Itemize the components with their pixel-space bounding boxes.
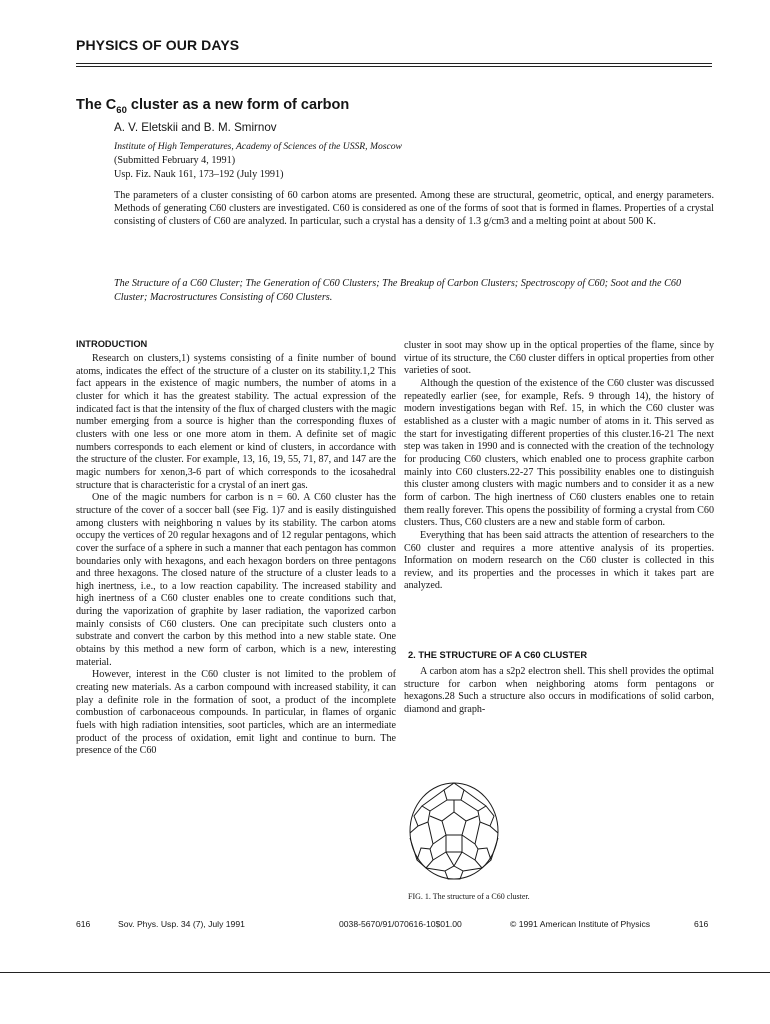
body-column-right-lower bbox=[404, 666, 714, 717]
body-column-left bbox=[76, 353, 396, 758]
section-label: PHYSICS OF OUR DAYS bbox=[76, 37, 240, 53]
page-number-right: 616 bbox=[694, 919, 709, 929]
header-rule-thin bbox=[76, 66, 712, 67]
intro-heading: INTRODUCTION bbox=[76, 339, 148, 349]
paragraph: cluster in soot may show up in the optical properties of the flame, since by virtue of its structure, the C60 cluster differs in optical properties from other varieties of soot. bbox=[404, 340, 714, 377]
figure-caption: FIG. 1. The structure of a C60 cluster. bbox=[408, 892, 530, 901]
citation: Usp. Fiz. Nauk 161, 173–192 (July 1991) bbox=[114, 169, 284, 180]
copyright: © 1991 American Institute of Physics bbox=[510, 919, 651, 929]
paragraph: Although the question of the existence of the C60 cluster was discussed repeatedly earlier (see, for example, Refs. 9 through 14), the history of modern investigations began with Ref. 15, in which the C60 cluster was established as a cluster with a magic number of atoms in it. This served as the start for investigating different properties of this cluster.16-21 The next step was taken in 1990 and is connected with the creation of the technology for producing C60 clusters, which enabled one to process graphite carbon mainly into C60 clusters.22-27 This possibility enables one to distinguish this cluster among clusters with magic numbers and to consider it as a new form of carbon. The high inertness of C60 clusters enables one to retain them really forever. This opens the possibility of forming a crystal from C60 clusters. Thus, C60 clusters are a new and stable form of carbon. bbox=[404, 377, 714, 529]
fullerene-icon bbox=[410, 783, 498, 879]
affiliation: Institute of High Temperatures, Academy of Sciences of the USSR, Moscow bbox=[114, 141, 402, 152]
structure-heading: 2. THE STRUCTURE OF A C60 CLUSTER bbox=[408, 650, 588, 660]
journal-reference: Sov. Phys. Usp. 34 (7), July 1991 bbox=[118, 919, 245, 929]
page-number-left: 616 bbox=[76, 919, 91, 929]
paragraph: However, interest in the C60 cluster is not limited to the problem of creating new materials. As a carbon compound with increased stability, it can play a definite role in the formation of soot, a product of the incomplete combustion of carbonaceous compounds. In particular, in flames of organic fuels with high radiation intensities, soot particles, which are an intermediate product of the process of oxidation, emit light and continue to burn. The presence of the C60 bbox=[76, 669, 396, 757]
article-title: The $C_{60}$ cluster as a new form of carbon bbox=[76, 97, 350, 116]
paragraph: A carbon atom has a s2p2 electron shell. This shell provides the optimal structure for carbon when neighboring atoms form pentagons or hexagons.28 Such a structure also occurs in modifications of solid carbon, diamond and graph- bbox=[404, 666, 714, 715]
body-column-right bbox=[404, 340, 714, 593]
article-code: 0038-5670/91/070616-10$01.00 bbox=[339, 919, 462, 929]
paragraph: Research on clusters,1) systems consisting of a finite number of bound atoms, indicates the effect of the structure of a cluster on its stability.1,2 This fact appears in the existence of magic numbers, the number of atoms in a cluster for which it has the greatest stability. The actual expression of the indicated fact is that the intensity of the flux of charged clusters with the magic number emerging from a source is higher than the corresponding fluxes of clusters with one less or one more atom in them. A definite set of magic numbers corresponds to each element or kind of clusters, in accordance with the structure of the cluster. For example, 13, 16, 19, 55, 71, 87, and 147 are the magic numbers for xenon,3-6 part of which corresponds to the icosahedral structure that is characteristic for a crystal of an inert gas. bbox=[76, 353, 396, 491]
contents-list: The Structure of a C60 Cluster; The Generation of C60 Clusters; The Breakup of Carbon Clusters; Spectroscopy of C60; Soot and the C60 Cluster; Macrostructures Consisting of C60 Clusters. bbox=[114, 278, 682, 303]
submission-date: (Submitted February 4, 1991) bbox=[114, 155, 236, 166]
c60-structure-figure bbox=[404, 778, 504, 884]
paragraph: Everything that has been said attracts the attention of researchers to the C60 cluster and requires a more attentive analysis of its properties. Information on modern research on the C60 cluster is collected in this review, and its properties and the processes in which it takes part are analyzed. bbox=[404, 529, 714, 592]
abstract: The parameters of a cluster consisting of 60 carbon atoms are presented. Among these are structural, geometric, optical, and energy parameters. Methods of generating C60 clusters are investigated. C60 is considered as one of the forms of soot that is formed in flames. Properties of a crystal consisting of clusters of C60 are analyzed. In particular, such a crystal has a density of 1.3 g/cm3 and a melting point at about 500 K. bbox=[114, 190, 714, 227]
paragraph: One of the magic numbers for carbon is n = 60. A C60 cluster has the structure of the cover of a soccer ball (see Fig. 1)7 and is easily distinguished among clusters with neighboring n values by its stability. The carbon atoms occupy the vertices of 20 regular hexagons and of 12 regular pentagons, which cover the surface of a sphere in such a manner that each pentagon has common boundaries only with hexagons, and each hexagon borders on three pentagons and three hexagons. The closed nature of the structure of a cluster leads to a high inertness, i.e., to a low reaction capability. The increased stability and high inertness of a C60 cluster enables one to create conditions such that, during the vaporization of graphite by laser radiation, the vaporized carbon mainly consists of C60 clusters. One can precipitate such clusters onto a substrate and convert the carbon by this method into a new stable state. One obtains by this method a new form of carbon, which is a new, interesting material. bbox=[76, 492, 396, 668]
authors: A. V. Eletskii and B. M. Smirnov bbox=[114, 121, 277, 134]
bottom-rule bbox=[0, 972, 770, 973]
header-rule bbox=[76, 63, 712, 64]
